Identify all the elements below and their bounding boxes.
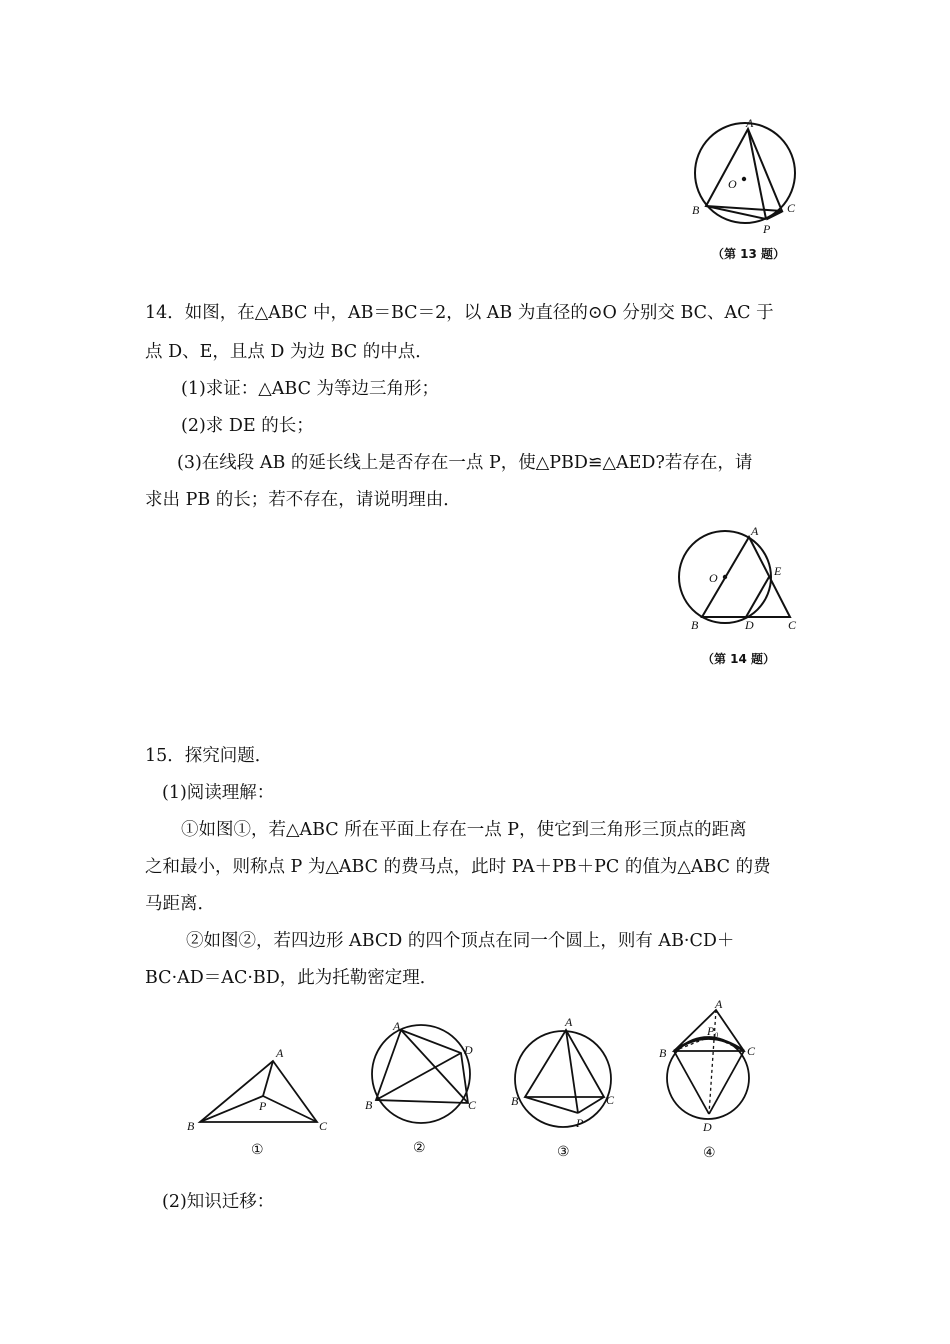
q15-item2-line1: ②如图②，若四边形 ABCD 的四个顶点在同一个圆上，则有 AB·CD＋ — [186, 931, 735, 951]
fig15-3-label-c: C — [606, 1093, 615, 1107]
figure-15-2 — [364, 1018, 484, 1130]
fig15-2-label-a: A — [393, 1019, 401, 1033]
fig15-1-label-a: A — [276, 1046, 284, 1060]
figure-14-diagram — [678, 525, 808, 635]
fig13-label-o: O — [728, 177, 737, 191]
figure-15-3-diagram — [508, 1012, 623, 1132]
figure-13-diagram — [690, 116, 810, 236]
fig13-label-c: C — [787, 201, 796, 215]
fig15-4-label-b: B — [659, 1046, 667, 1060]
fig15-3-label-b: B — [511, 1094, 519, 1108]
fig14-label-d: D — [745, 618, 754, 632]
q15-item1-line3: 马距离． — [145, 894, 215, 914]
figure-15-1 — [185, 1042, 335, 1137]
fig15-1-label-p: P — [259, 1099, 267, 1113]
fig14-label-e: E — [774, 564, 782, 578]
fig15-3-label-p: P — [576, 1116, 584, 1130]
figure-13-caption: （第 13 题） — [712, 247, 786, 261]
fig13-label-a: A — [746, 116, 754, 130]
q15-item1-line1: ①如图①，若△ABC 所在平面上存在一点 P，使它到三角形三顶点的距离 — [181, 820, 747, 840]
figure-14 — [678, 525, 808, 635]
q15-transfer-heading: (2)知识迁移： — [162, 1192, 275, 1212]
q14-part3-line2: 求出 PB 的长；若不存在，请说明理由． — [145, 490, 461, 510]
fig14-label-b: B — [691, 618, 699, 632]
q15-title: 15．探究问题． — [145, 746, 273, 766]
fig15-2-label-b: B — [365, 1098, 373, 1112]
figure-13 — [690, 116, 810, 236]
figure-14-caption: （第 14 题） — [702, 652, 776, 666]
fig15-4-label-d: D — [703, 1120, 712, 1134]
fig15-4-label-a: A — [715, 997, 723, 1011]
fig13-label-b: B — [692, 203, 700, 217]
q14-line2: 点 D、E，且点 D 为边 BC 的中点． — [145, 342, 433, 362]
fig15-1-label-b: B — [187, 1119, 195, 1133]
q14-part2: (2)求 DE 的长； — [181, 416, 314, 436]
fig15-2-label-d: D — [464, 1043, 473, 1057]
figure-15-4-diagram — [652, 998, 767, 1138]
fig15-1-label-c: C — [319, 1119, 328, 1133]
fig15-2-label-c: C — [468, 1098, 477, 1112]
q15-item1-line2: 之和最小，则称点 P 为△ABC 的费马点，此时 PA＋PB＋PC 的值为△ABC 的费 — [145, 857, 771, 877]
fig15-4-label-c: C — [747, 1044, 756, 1058]
figure-15-1-caption: ① — [251, 1142, 264, 1158]
fig14-label-a: A — [751, 524, 759, 538]
fig15-3-label-a: A — [565, 1015, 573, 1029]
figure-15-4 — [652, 998, 767, 1138]
fig13-label-p: P — [763, 222, 771, 236]
fig14-label-o: O — [709, 571, 718, 585]
q14-line1: 14．如图，在△ABC 中，AB＝BC＝2，以 AB 为直径的⊙O 分别交 BC、AC 于 — [145, 303, 774, 323]
fig15-4-label-p0: P₀ — [707, 1024, 719, 1038]
figure-15-1-diagram — [185, 1042, 335, 1137]
q14-part1: (1)求证：△ABC 为等边三角形； — [181, 379, 440, 399]
q15-item2-line2: BC·AD＝AC·BD，此为托勒密定理． — [145, 968, 438, 988]
q14-part3-line1: (3)在线段 AB 的延长线上是否存在一点 P，使△PBD≌△AED?若存在，请 — [177, 453, 753, 473]
q15-reading-heading: (1)阅读理解： — [162, 783, 275, 803]
figure-15-2-caption: ② — [413, 1140, 426, 1156]
fig14-label-c: C — [788, 618, 797, 632]
figure-15-3 — [508, 1012, 623, 1132]
figure-15-2-diagram — [364, 1018, 484, 1130]
figure-15-3-caption: ③ — [557, 1144, 570, 1160]
figure-15-4-caption: ④ — [703, 1145, 716, 1161]
